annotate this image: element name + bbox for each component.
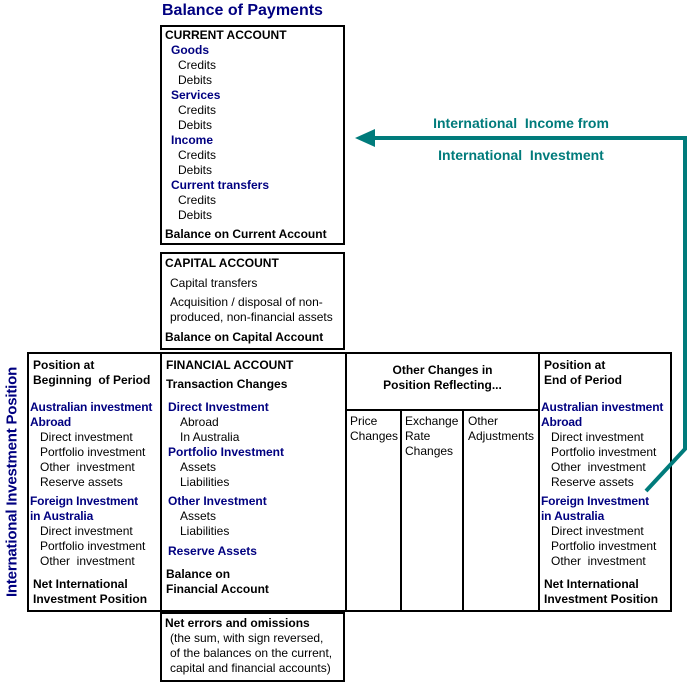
price-changes-line1: Price	[350, 414, 378, 428]
net-errors-note-2: of the balances on the current,	[170, 646, 333, 660]
acquisition-disposal-line1: Acquisition / disposal of non-	[170, 295, 323, 309]
other-adjustments-column	[465, 411, 538, 610]
position-beginning-panel	[29, 354, 160, 607]
list-item: Other investment	[551, 554, 646, 568]
exchange-rate-line2: Rate	[405, 429, 431, 443]
international-investment-position-label: International Investment Position	[3, 366, 21, 598]
list-item: Direct investment	[551, 524, 644, 538]
reserve-assets-label: Reserve Assets	[168, 544, 257, 558]
balance-on-capital-account: Balance on Capital Account	[165, 330, 324, 344]
net-errors-note-1: (the sum, with sign reversed,	[170, 631, 324, 645]
list-item: Portfolio investment	[551, 445, 657, 459]
balance-on-current-account: Balance on Current Account	[165, 227, 327, 241]
price-changes-column	[347, 411, 400, 610]
services-credits: Credits	[178, 103, 217, 117]
list-item: Other investment	[551, 460, 646, 474]
exchange-rate-line1: Exchange	[405, 414, 459, 428]
acquisition-disposal-line2: produced, non-financial assets	[170, 310, 333, 324]
net-errors-box	[160, 612, 345, 682]
foreign-investment-label-2: in Australia	[541, 509, 605, 523]
international-investment-position-axis	[0, 352, 24, 612]
net-errors-heading: Net errors and omissions	[165, 616, 310, 630]
position-end-panel	[540, 354, 670, 607]
position-end-heading-2: End of Period	[544, 373, 622, 387]
income-credits: Credits	[178, 148, 217, 162]
financial-account-panel	[162, 354, 345, 597]
list-item: Direct investment	[40, 430, 133, 444]
capital-account-heading: CAPITAL ACCOUNT	[165, 256, 279, 270]
aus-investment-abroad-label-1: Australian investment	[30, 400, 153, 414]
capital-transfers: Capital transfers	[170, 276, 258, 290]
list-item: Other investment	[40, 554, 135, 568]
capital-account-box	[160, 252, 345, 350]
other-changes-panel	[347, 354, 538, 458]
balance-on-financial-line1: Balance on	[166, 567, 231, 581]
price-changes-line2: Changes	[350, 429, 399, 443]
exchange-rate-line3: Changes	[405, 444, 454, 458]
current-transfers-credits: Credits	[178, 193, 217, 207]
list-item: Liabilities	[180, 475, 230, 489]
goods-credits: Credits	[178, 58, 217, 72]
portfolio-investment-label: Portfolio Investment	[168, 445, 285, 459]
list-item: Portfolio investment	[40, 539, 146, 553]
net-iip-line2: Investment Position	[33, 592, 148, 606]
goods-label: Goods	[171, 43, 209, 57]
transaction-changes-subheading: Transaction Changes	[166, 377, 288, 391]
net-iip-line2: Investment Position	[544, 592, 659, 606]
list-item: Portfolio investment	[551, 539, 657, 553]
page-title: Balance of Payments	[162, 2, 323, 19]
current-transfers-debits: Debits	[178, 208, 213, 222]
international-investment-position-box	[27, 352, 672, 612]
other-changes-heading-2: Position Reflecting...	[383, 378, 502, 392]
list-item: Reserve assets	[40, 475, 123, 489]
other-adjustments-line2: Adjustments	[468, 429, 535, 443]
current-account-heading: CURRENT ACCOUNT	[165, 28, 287, 42]
income-debits: Debits	[178, 163, 213, 177]
list-item: Reserve assets	[551, 475, 634, 489]
aus-investment-abroad-label-2: Abroad	[30, 415, 72, 429]
list-item: In Australia	[180, 430, 240, 444]
list-item: Portfolio investment	[40, 445, 146, 459]
foreign-investment-label-1: Foreign Investment	[30, 494, 138, 508]
income-flow-label-1: International Income from	[433, 115, 609, 131]
foreign-investment-label-2: in Australia	[30, 509, 94, 523]
balance-on-financial-line2: Financial Account	[166, 582, 269, 596]
other-investment-label: Other Investment	[168, 494, 267, 508]
list-item: Assets	[180, 460, 217, 474]
aus-investment-abroad-label-1: Australian investment	[541, 400, 664, 414]
net-iip-line1: Net International	[544, 577, 639, 591]
services-label: Services	[171, 88, 221, 102]
income-label: Income	[171, 133, 214, 147]
aus-investment-abroad-label-2: Abroad	[541, 415, 583, 429]
arrowhead-icon	[355, 129, 375, 147]
list-item: Assets	[180, 509, 217, 523]
foreign-investment-label-1: Foreign Investment	[541, 494, 649, 508]
position-beginning-heading-2: Beginning of Period	[33, 373, 151, 387]
list-item: Direct investment	[40, 524, 133, 538]
list-item: Abroad	[180, 415, 219, 429]
income-flow-label-2: International Investment	[438, 147, 604, 163]
other-adjustments-line1: Other	[468, 414, 499, 428]
financial-account-heading: FINANCIAL ACCOUNT	[166, 358, 294, 372]
other-changes-heading-1: Other Changes in	[392, 363, 493, 377]
position-beginning-heading-1: Position at	[33, 358, 95, 372]
goods-debits: Debits	[178, 73, 213, 87]
list-item: Direct investment	[551, 430, 644, 444]
position-end-heading-1: Position at	[544, 358, 606, 372]
exchange-rate-changes-column	[402, 411, 463, 610]
list-item: Other investment	[40, 460, 135, 474]
net-iip-line1: Net International	[33, 577, 128, 591]
direct-investment-label: Direct Investment	[168, 400, 269, 414]
net-errors-note-3: capital and financial accounts)	[170, 661, 331, 675]
services-debits: Debits	[178, 118, 213, 132]
list-item: Liabilities	[180, 524, 230, 538]
current-account-box	[160, 25, 345, 245]
current-transfers-label: Current transfers	[171, 178, 270, 192]
